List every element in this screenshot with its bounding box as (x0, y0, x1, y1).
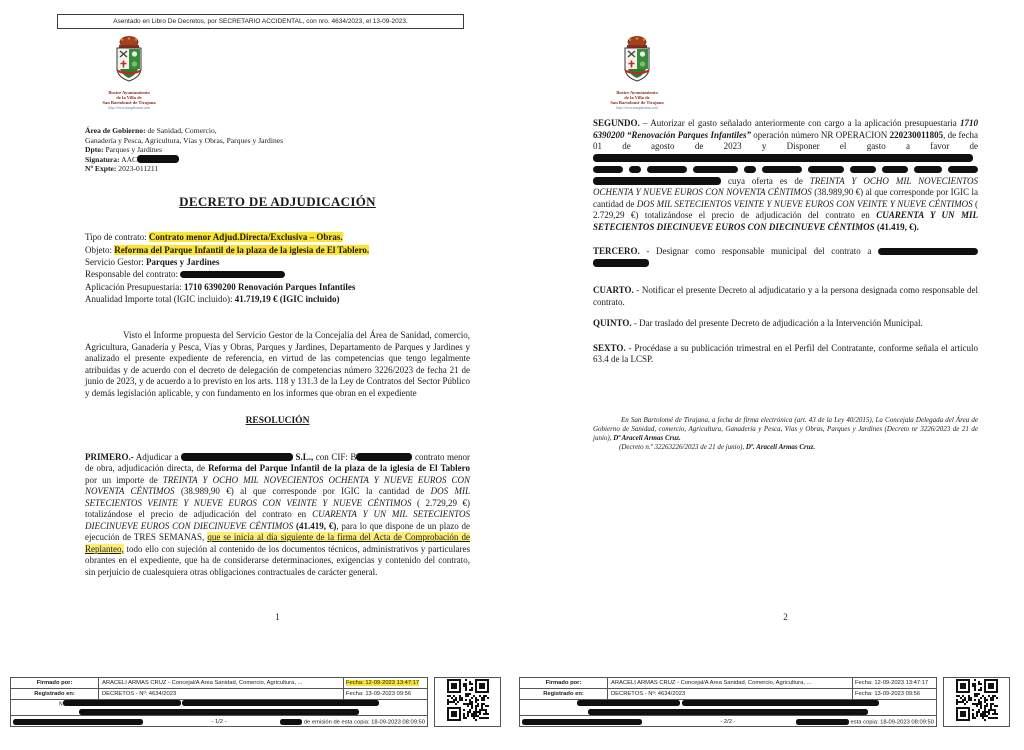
document-page-2 (593, 0, 979, 622)
registered-in-value: DECRETOS - Nº: 4634/2023 (102, 691, 177, 697)
signature-block: En San Bartolomé de Tirajana, a fecha de firma electrónica (art. 43 de la Ley 40/2015), La Concejala Delegada del Área de Gobierno de Sanidad, comercio, Agricultura, Ganadería y Pesca, Vías y Obras, Parques y Jardines (Decreto nr 3226/2023 de 21 de junio), Dª Araceli Armas Cruz. (Decreto n.º 32263226/2023 de 21 de junio), Dª. Araceli Armas Cruz. (593, 415, 978, 451)
field-responsable: Responsable del contrato: (85, 268, 470, 280)
document-page-1 (85, 0, 471, 622)
primero-paragraph: PRIMERO.- Adjudicar a S.L., con CIF: B contrato menor de obra, adjudicación directa, de Reforma del Parque Infantil de la plaza de la iglesia de El Tablero por un importe de TREINTA Y OCHO MIL NOVECIENTOS OCHENTA Y NUEVE EUROS CON NOVENTA CÉNTIMOS (38.989,90 €) al que corresponde por IGIC la cantidad de DOS MIL SETECIENTOS VEINTE Y NUEVE EUROS CON VEINTE Y NUEVE CÉNTIMOS ( 2.729,29 €) totalizándose el precio de adjudicación del contrato en CUARENTA Y UN MIL SETECIENTOS DIECINUEVE EUROS CON DIECINUEVE CÉNTIMOS (41.419, €), para lo que dispone de un plazo de ejecución de TRES SEMANAS, que se inicia al día siguiente de la firma del Acta de Comprobación de Replanteo, todo ello con sujeción al contenido de los documentos técnicos, administrativos y particulares obrantes en el expediente, que ha de considerarse determinaciones, exigencias y contenido del contrato, sin perjuicio de cualesquiera otras obligaciones contractuales de carácter general. (85, 451, 471, 577)
signed-date: Fecha: 12-09-2023 13:47:17 (343, 678, 427, 688)
footer-bottom-row (520, 715, 936, 728)
registered-in-value: DECRETOS - Nº: 4634/2023 (611, 691, 686, 697)
register-banner-text: Asentado en Libro De Decretos, por SECRETARIO ACCIDENTAL, con nro. 4634/2023, el 13-09-2023. (113, 18, 408, 25)
header-line: Dpto: Parques y Jardines (85, 145, 162, 155)
footer-page-indicator: - 1/2 - (211, 719, 227, 725)
footer-redacted-line (520, 700, 936, 709)
footer-copy-date: esta copia: 18-09-2023 08:09:50 (796, 719, 934, 726)
org-name-line: de la Villa de (116, 94, 142, 100)
registered-date: Fecha: 13-09-2023 09:56 (343, 689, 427, 699)
org-url: http://www.maspalomas.com (616, 105, 658, 110)
footer-redacted-zone (11, 700, 427, 715)
quinto-paragraph: QUINTO. - Dar traslado del presente Decreto de adjudicación a la Intervención Municipal. (593, 318, 923, 329)
footer-copy-date: de emisión de esta copia: 18-09-2023 08:09:50 (280, 719, 425, 726)
header-line: Signatura: AAC (85, 155, 470, 165)
field-servicio-gestor: Servicio Gestor: Parques y Jardines (85, 256, 220, 267)
sexto-paragraph: SEXTO. - Procédase a su publicación trimestral en el Perfil del Contratante, conforme señala el artículo 63.4 de la LCSP. (593, 342, 978, 365)
qr-code (447, 679, 489, 726)
org-name-line: de la Villa de (624, 94, 650, 100)
footer-redacted-line: N (11, 700, 427, 709)
document-title: DECRETO DE ADJUDICACIÓN (179, 193, 376, 209)
signed-by-value: ARACELI ARMAS CRUZ - Concejal/A Area Sanidad, Comercio, Agricultura, ... (102, 680, 303, 686)
signature-footer-page-2 (519, 677, 1011, 727)
segundo-paragraph: SEGUNDO. – Autorizar el gasto señalado anteriormente con cargo a la aplicación presupuestaria 1710 6390200 “Renovación Parques Infantiles” operación número NR OPERACION 220230011805, de fecha 01 de agosto de 2023 y Disponer el gasto a favor de cuya oferta es de TREINTA Y OCHO MIL NOVECIENTOS OCHENTA Y NUEVE EUROS CON NOVENTA CÉNTIMOS (38.989,90 €) al que corresponde por IGIC la cantidad de DOS MIL SETECIENTOS VEINTE Y NUEVE EUROS CON VEINTE Y NUEVE CÉNTIMOS ( 2.729,29 €) totalizándose el precio de adjudicación del contrato en CUARENTA Y UN MIL SETECIENTOS DIECINUEVE EUROS CON DIECINUEVE CÉNTIMOS (41.419, €). (593, 118, 979, 232)
visto-paragraph: Visto el Informe propuesta del Servicio Gestor de la Concejalía del Área de Sanidad, comercio, Agricultura, Ganadería y Pesca, Vías y Obras, Parques y Jardines, Departamento de Parques y Jardines y analizado el presente expediente de referencia, en virtud de las competencias que tengo legalmente atribuidas y de acuerdo con el decreto de delegación de competencias número 3226/2023 de fecha 21 de junio de 2023, y de acuerdo a lo previsto en los arts. 118 y 131.3 de la Ley de Contratos del Sector Público y demás legislación aplicable, y con fundamento en los informes que obran en el expediente (85, 330, 470, 398)
header-line: Nº Expte: 2023-011211 (85, 164, 159, 174)
footer-table (519, 677, 937, 727)
footer-row-signed (520, 678, 936, 689)
qr-code-box (943, 677, 1010, 727)
department-header (85, 126, 470, 174)
signature-footer-page-1 (10, 677, 502, 727)
municipal-logo-block (605, 36, 669, 110)
org-name-line: Ilustre Ayuntamiento (108, 89, 150, 95)
page-number: 2 (783, 612, 788, 622)
footer-page-indicator: - 2/2 - (720, 719, 736, 725)
tercero-paragraph: TERCERO. - Designar como responsable municipal del contrato a (593, 246, 978, 269)
signed-by-value: ARACELI ARMAS CRUZ - Concejal/A Area Sanidad, Comercio, Agricultura, ... (611, 680, 812, 686)
field-importe-total: Anualidad Importe total (IGIC incluido): 41.719,19 € (IGIC incluido) (85, 293, 340, 304)
header-line: Área de Gobierno: de Sanidad, Comercio, (85, 126, 217, 136)
qr-code-box (434, 677, 501, 727)
footer-row-registered (520, 689, 936, 700)
municipal-coat-of-arms-icon (616, 36, 658, 86)
footer-row-registered (11, 689, 427, 700)
footer-bottom-row (11, 715, 427, 728)
signed-by-label: Firmado por: (520, 678, 608, 688)
org-name-line: San Bartolomé de Tirajana (610, 100, 664, 106)
resolucion-heading: RESOLUCIÓN (245, 416, 310, 427)
page-number: 1 (275, 612, 280, 622)
registered-date: Fecha: 13-09-2023 09:56 (852, 689, 936, 699)
signed-date: Fecha: 12-09-2023 13:47:17 (852, 678, 936, 688)
footer-row-signed (11, 678, 427, 689)
field-tipo-contrato: Tipo de contrato: Contrato menor Adjud.Directa/Exclusiva – Obras. (85, 232, 343, 243)
registered-in-label: Registrado en: (520, 689, 608, 699)
header-line: Ganadería y Pesca, Agricultura, Vías y Obras, Parques y Jardines (85, 135, 284, 145)
municipal-coat-of-arms-icon (108, 36, 150, 86)
contract-summary-fields (85, 231, 470, 305)
qr-code (956, 679, 998, 726)
footer-redacted-zone (520, 700, 936, 715)
field-aplicacion-presupuestaria: Aplicación Presupuestaria: 1710 6390200 Renovación Parques Infantiles (85, 281, 356, 292)
signed-by-label: Firmado por: (11, 678, 99, 688)
footer-table (10, 677, 428, 727)
municipal-logo-block (97, 36, 161, 110)
org-name-line: Ilustre Ayuntamiento (616, 89, 658, 95)
org-name-line: San Bartolomé de Tirajana (102, 100, 156, 106)
cuarto-paragraph: CUARTO. - Notificar el presente Decreto al adjudicatario y a la persona designada como responsable del contrato. (593, 285, 978, 307)
field-objeto: Objeto: Reforma del Parque Infantil de la plaza de la iglesia de El Tablero. (85, 244, 370, 255)
registered-in-label: Registrado en: (11, 689, 99, 699)
org-url: http://www.maspalomas.com (108, 105, 150, 110)
